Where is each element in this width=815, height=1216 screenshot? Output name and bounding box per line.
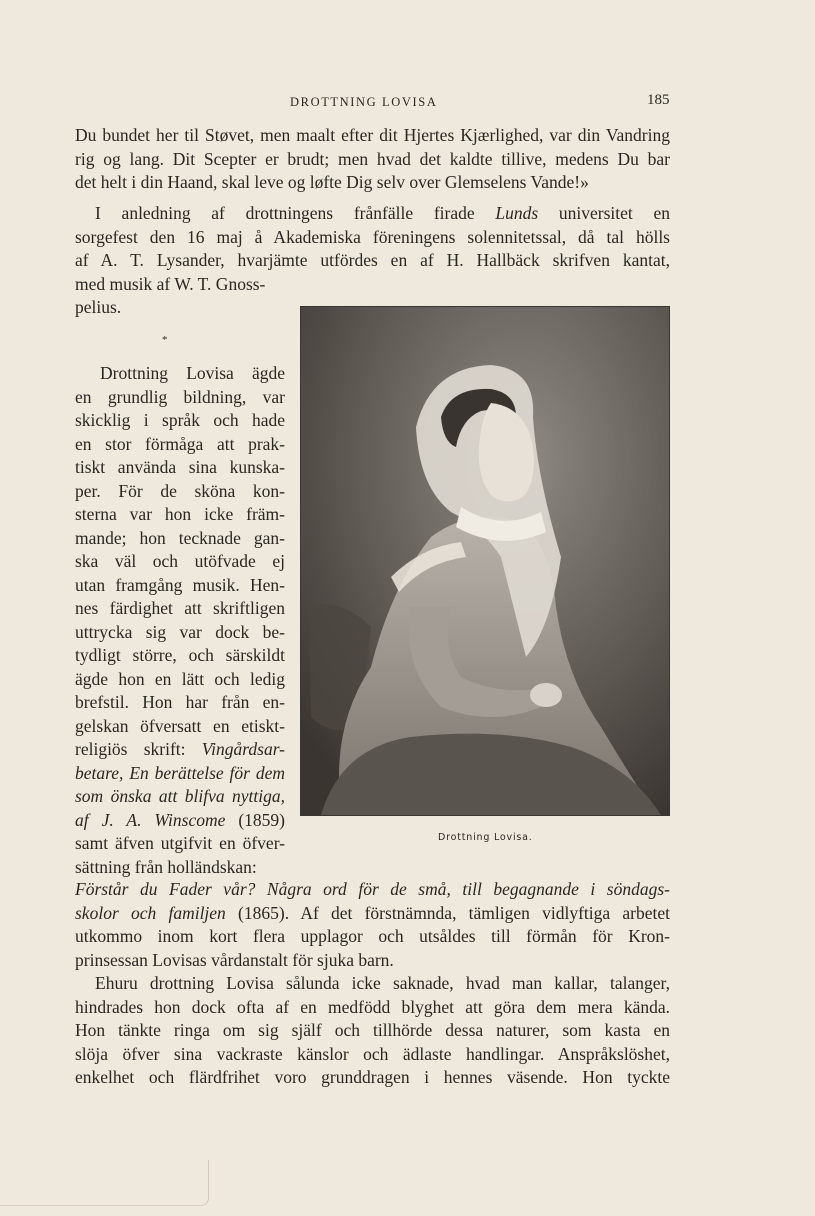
text-line: en grundlig bildning, var [75, 387, 285, 407]
text-line: tiskt använda sina kunska- [75, 457, 285, 477]
page-edge-mark [0, 1160, 209, 1206]
text-span: I anledning af drottningens frånfälle firade [95, 203, 475, 223]
text-line: ska väl och utöfvade ej [75, 551, 285, 571]
text-span: (1859) [225, 810, 285, 830]
text-line: Du bundet her til Støvet, men maalt efter dit Hjertes Kjærlighed, var din Vandring [75, 125, 670, 145]
running-header [75, 92, 675, 112]
text-span: religiös skrift: [75, 739, 202, 759]
text-line: uttrycka sig var dock be- [75, 622, 285, 642]
text-line: hindrades hon dock ofta af en medfödd blyghet att göra dem mera kända. [75, 996, 670, 1017]
text-line: pelius. [75, 297, 122, 317]
italic-title: Förstår du Fader vår? Några ord för de små, till begagnande i söndags- [75, 879, 670, 899]
running-title: DROTTNING LOVISA [290, 95, 438, 109]
text-line: rig og lang. Dit Scepter er brudt; men hvad det kaldte tillive, medens Du bar [75, 148, 670, 169]
italic-title: som önska att blifva nyttiga, [75, 786, 285, 806]
text-line: Drottning Lovisa ägde [100, 363, 285, 383]
text-line: sterna var hon icke främ- [75, 504, 285, 524]
text-line: enkelhet och flärdfrihet voro grunddragen i hennes väsende. Hon tyckte [75, 1067, 670, 1087]
italic-title: skolor och familjen [75, 902, 226, 923]
text-line: af A. T. Lysander, hvarjämte utfördes en af H. Hallbäck skrifven kantat, [75, 250, 670, 270]
italic-title: af J. A. Winscome [75, 810, 226, 830]
text-line [75, 878, 670, 902]
text-line: en stor förmåga att prak- [75, 434, 285, 454]
text-span: universitet en [558, 203, 671, 223]
text-span: (1865). Af det förstnämnda, tämligen vidlyftiga arbetet [225, 902, 670, 923]
text-line: det helt i din Haand, skal leve og løfte Dig selv over Glemselens Vande!» [75, 172, 589, 192]
portrait-illustration [301, 307, 669, 815]
text-line [75, 809, 285, 833]
text-line: utan framgång musik. Hen- [75, 575, 285, 595]
text-line: med musik af W. T. Gnoss- [75, 273, 266, 294]
text-line: mande; hon tecknade gan- [75, 528, 285, 548]
text-line [75, 762, 285, 786]
portrait-photograph [300, 306, 670, 816]
text-line [75, 202, 670, 226]
section-separator: * [162, 334, 168, 346]
text-line: sättning från holländskan: [75, 857, 257, 877]
text-line [75, 738, 285, 762]
italic-title: betare, En berättelse för dem [75, 763, 285, 783]
figure-caption: Drottning Lovisa. [438, 832, 533, 843]
text-line: per. För de sköna kon- [75, 481, 285, 501]
text-line: sorgefest den 16 maj å Akademiska föreningens solennitetssal, då tal hölls [75, 226, 670, 247]
text-line: brefstil. Hon har från en- [75, 692, 285, 712]
italic-title: Vingårdsar- [201, 739, 285, 759]
text-line: tydligt större, och särskildt [75, 645, 285, 665]
text-line [75, 902, 670, 926]
text-line: nes färdighet att skriftligen [75, 598, 285, 618]
paragraph-works [75, 878, 670, 972]
paragraph-character [75, 972, 670, 1090]
text-line: gelskan öfversatt en etiskt- [75, 716, 285, 736]
text-line [75, 785, 285, 809]
italic-term: Lunds [495, 203, 539, 223]
text-line: samt äfven utgifvit en öfver- [75, 833, 285, 853]
text-line: utkommo inom kort flera upplagor och utsåldes till förmån för Kron- [75, 926, 670, 946]
paragraph-quote-end [75, 124, 670, 195]
paragraph-sorgefest [75, 202, 670, 320]
page-number: 185 [647, 92, 670, 108]
text-line: slöja öfver sina vackraste känslor och ädlaste handlingar. Anspråkslöshet, [75, 1043, 670, 1064]
text-line: ägde hon en lätt och ledig [75, 669, 285, 689]
text-line: prinsessan Lovisas vårdanstalt för sjuka barn. [75, 949, 394, 970]
text-line: Ehuru drottning Lovisa sålunda icke saknade, hvad man kallar, talanger, [95, 973, 670, 993]
text-line: skicklig i språk och hade [75, 410, 285, 430]
text-line: Hon tänkte ringa om sig själf och tillhörde dessa naturer, som kasta en [75, 1020, 670, 1040]
